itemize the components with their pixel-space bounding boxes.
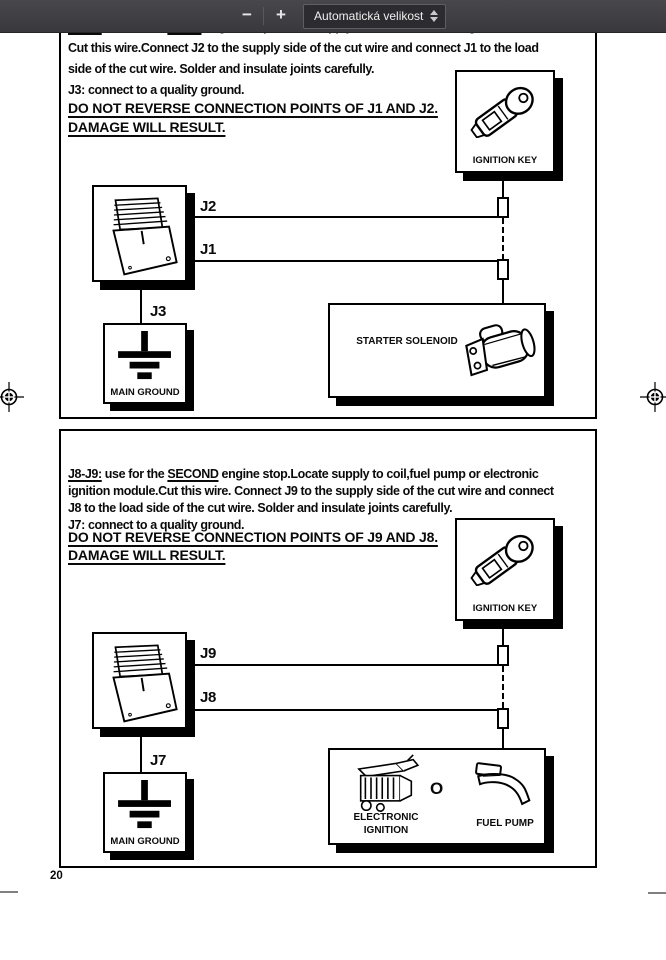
select-arrows-icon	[430, 10, 438, 22]
text-segment: J7:	[68, 518, 85, 532]
or-label: O	[430, 779, 444, 798]
pdf-toolbar	[0, 0, 666, 33]
section-1-warning	[68, 99, 438, 137]
ground-symbol-icon	[113, 331, 177, 381]
registration-mark-icon	[0, 382, 24, 412]
text-segment: J2	[191, 41, 205, 55]
page-number: 20	[50, 870, 63, 882]
wire-vertical-dashed	[502, 218, 504, 260]
text-segment: J8-J9:	[68, 467, 102, 481]
text-line	[68, 466, 554, 483]
warning-line: DAMAGE WILL RESULT.	[68, 119, 226, 135]
main-ground-box	[103, 323, 187, 404]
load-options-box	[328, 748, 546, 845]
zoom-out-button[interactable]	[232, 0, 262, 32]
wire-label-j7: J7	[150, 752, 167, 769]
text-segment: engine stop.Locate supply to coil,fuel pump or electronic	[218, 467, 539, 481]
text-segment: to the load	[476, 41, 539, 55]
wire-j1	[195, 260, 503, 262]
ignition-key-illustration	[460, 74, 552, 138]
text-segment: connect to a quality ground.	[84, 518, 245, 532]
text-segment: side of the cut wire. Solder and insulate joints carefully.	[68, 62, 375, 76]
wire-j7	[140, 729, 142, 772]
starter-solenoid-label: STARTER SOLENOID	[356, 336, 458, 347]
registration-mark-icon	[640, 382, 666, 412]
ignition-key-label: IGNITION KEY	[472, 603, 538, 614]
control-module-box	[92, 632, 187, 729]
wire-label-j1: J1	[200, 241, 217, 258]
text-segment: use for the	[101, 467, 168, 481]
text-segment: J1	[463, 41, 477, 55]
wire-connector	[497, 197, 509, 218]
ignition-key-illustration	[460, 522, 552, 586]
fuel-pump-illustration	[470, 760, 542, 812]
control-module-box	[92, 185, 187, 282]
ignition-key-label: IGNITION KEY	[472, 155, 538, 166]
section-2-warning	[68, 529, 438, 564]
wire-vertical	[502, 173, 504, 197]
electronic-ignition-illustration	[344, 754, 428, 814]
text-segment: ignition module.Cut this wire. Connect	[68, 484, 285, 498]
main-ground-label: MAIN GROUND	[110, 387, 180, 398]
control-module-illustration	[97, 189, 185, 277]
wire-j8	[195, 709, 503, 711]
wire-vertical-dashed	[502, 666, 504, 708]
chevron-up-icon	[430, 10, 438, 15]
electronic-ignition-label: ELECTRONIC IGNITION	[353, 812, 419, 836]
wire-connector	[497, 708, 509, 729]
wire-vertical	[502, 729, 504, 748]
text-segment: J8	[68, 501, 82, 515]
text-segment: to the supply side of the cut wire and connect	[204, 41, 464, 55]
wire-label-j8: J8	[200, 689, 217, 706]
wire-connector	[497, 645, 509, 666]
plus-icon: +	[276, 5, 286, 24]
text-segment: J9	[284, 484, 298, 498]
text-segment: Cut this wire.Connect	[68, 41, 192, 55]
control-module-illustration	[97, 636, 185, 724]
main-ground-box	[103, 772, 187, 853]
text-line	[68, 38, 555, 59]
main-ground-label: MAIN GROUND	[110, 836, 180, 847]
starter-solenoid-box	[328, 303, 546, 398]
text-segment: J3:	[68, 83, 85, 97]
trim-mark	[0, 891, 18, 893]
wire-connector	[497, 259, 509, 280]
crosshair-target-icon	[0, 382, 24, 412]
text-line	[68, 500, 554, 517]
ignition-key-box	[455, 70, 555, 173]
chevron-down-icon	[430, 17, 438, 22]
trim-mark	[648, 892, 666, 894]
warning-line: DO NOT REVERSE CONNECTION POINTS OF J1 AND J2.	[68, 100, 438, 116]
wire-j3	[140, 282, 142, 323]
text-segment: connect to a quality ground.	[84, 83, 245, 97]
wire-label-j2: J2	[200, 198, 217, 215]
warning-line: DO NOT REVERSE CONNECTION POINTS OF J9 AND J8.	[68, 529, 438, 545]
wire-vertical	[502, 280, 504, 303]
toolbar-separator	[263, 7, 264, 25]
starter-solenoid-illustration	[456, 311, 542, 391]
ignition-key-box	[455, 518, 555, 621]
wire-label-j3: J3	[150, 303, 167, 320]
warning-line: DAMAGE WILL RESULT.	[68, 546, 226, 563]
minus-icon: −	[242, 5, 252, 24]
zoom-in-button[interactable]	[266, 0, 296, 32]
text-segment: to the load side of the cut wire. Solder and insulate joints carefully.	[81, 501, 453, 515]
wire-j9	[195, 664, 503, 666]
text-line	[68, 483, 554, 500]
zoom-level-select[interactable]	[303, 4, 446, 29]
ground-symbol-icon	[113, 780, 177, 830]
text-segment: SECOND	[167, 467, 219, 481]
zoom-level-value: Automatická velikost	[314, 9, 424, 23]
text-segment: to the supply side of the cut wire and connect	[297, 484, 554, 498]
wire-j2	[195, 216, 503, 218]
crosshair-target-icon	[640, 382, 666, 412]
fuel-pump-label: FUEL PUMP	[476, 818, 534, 829]
wire-vertical	[502, 621, 504, 645]
wire-label-j9: J9	[200, 645, 217, 662]
